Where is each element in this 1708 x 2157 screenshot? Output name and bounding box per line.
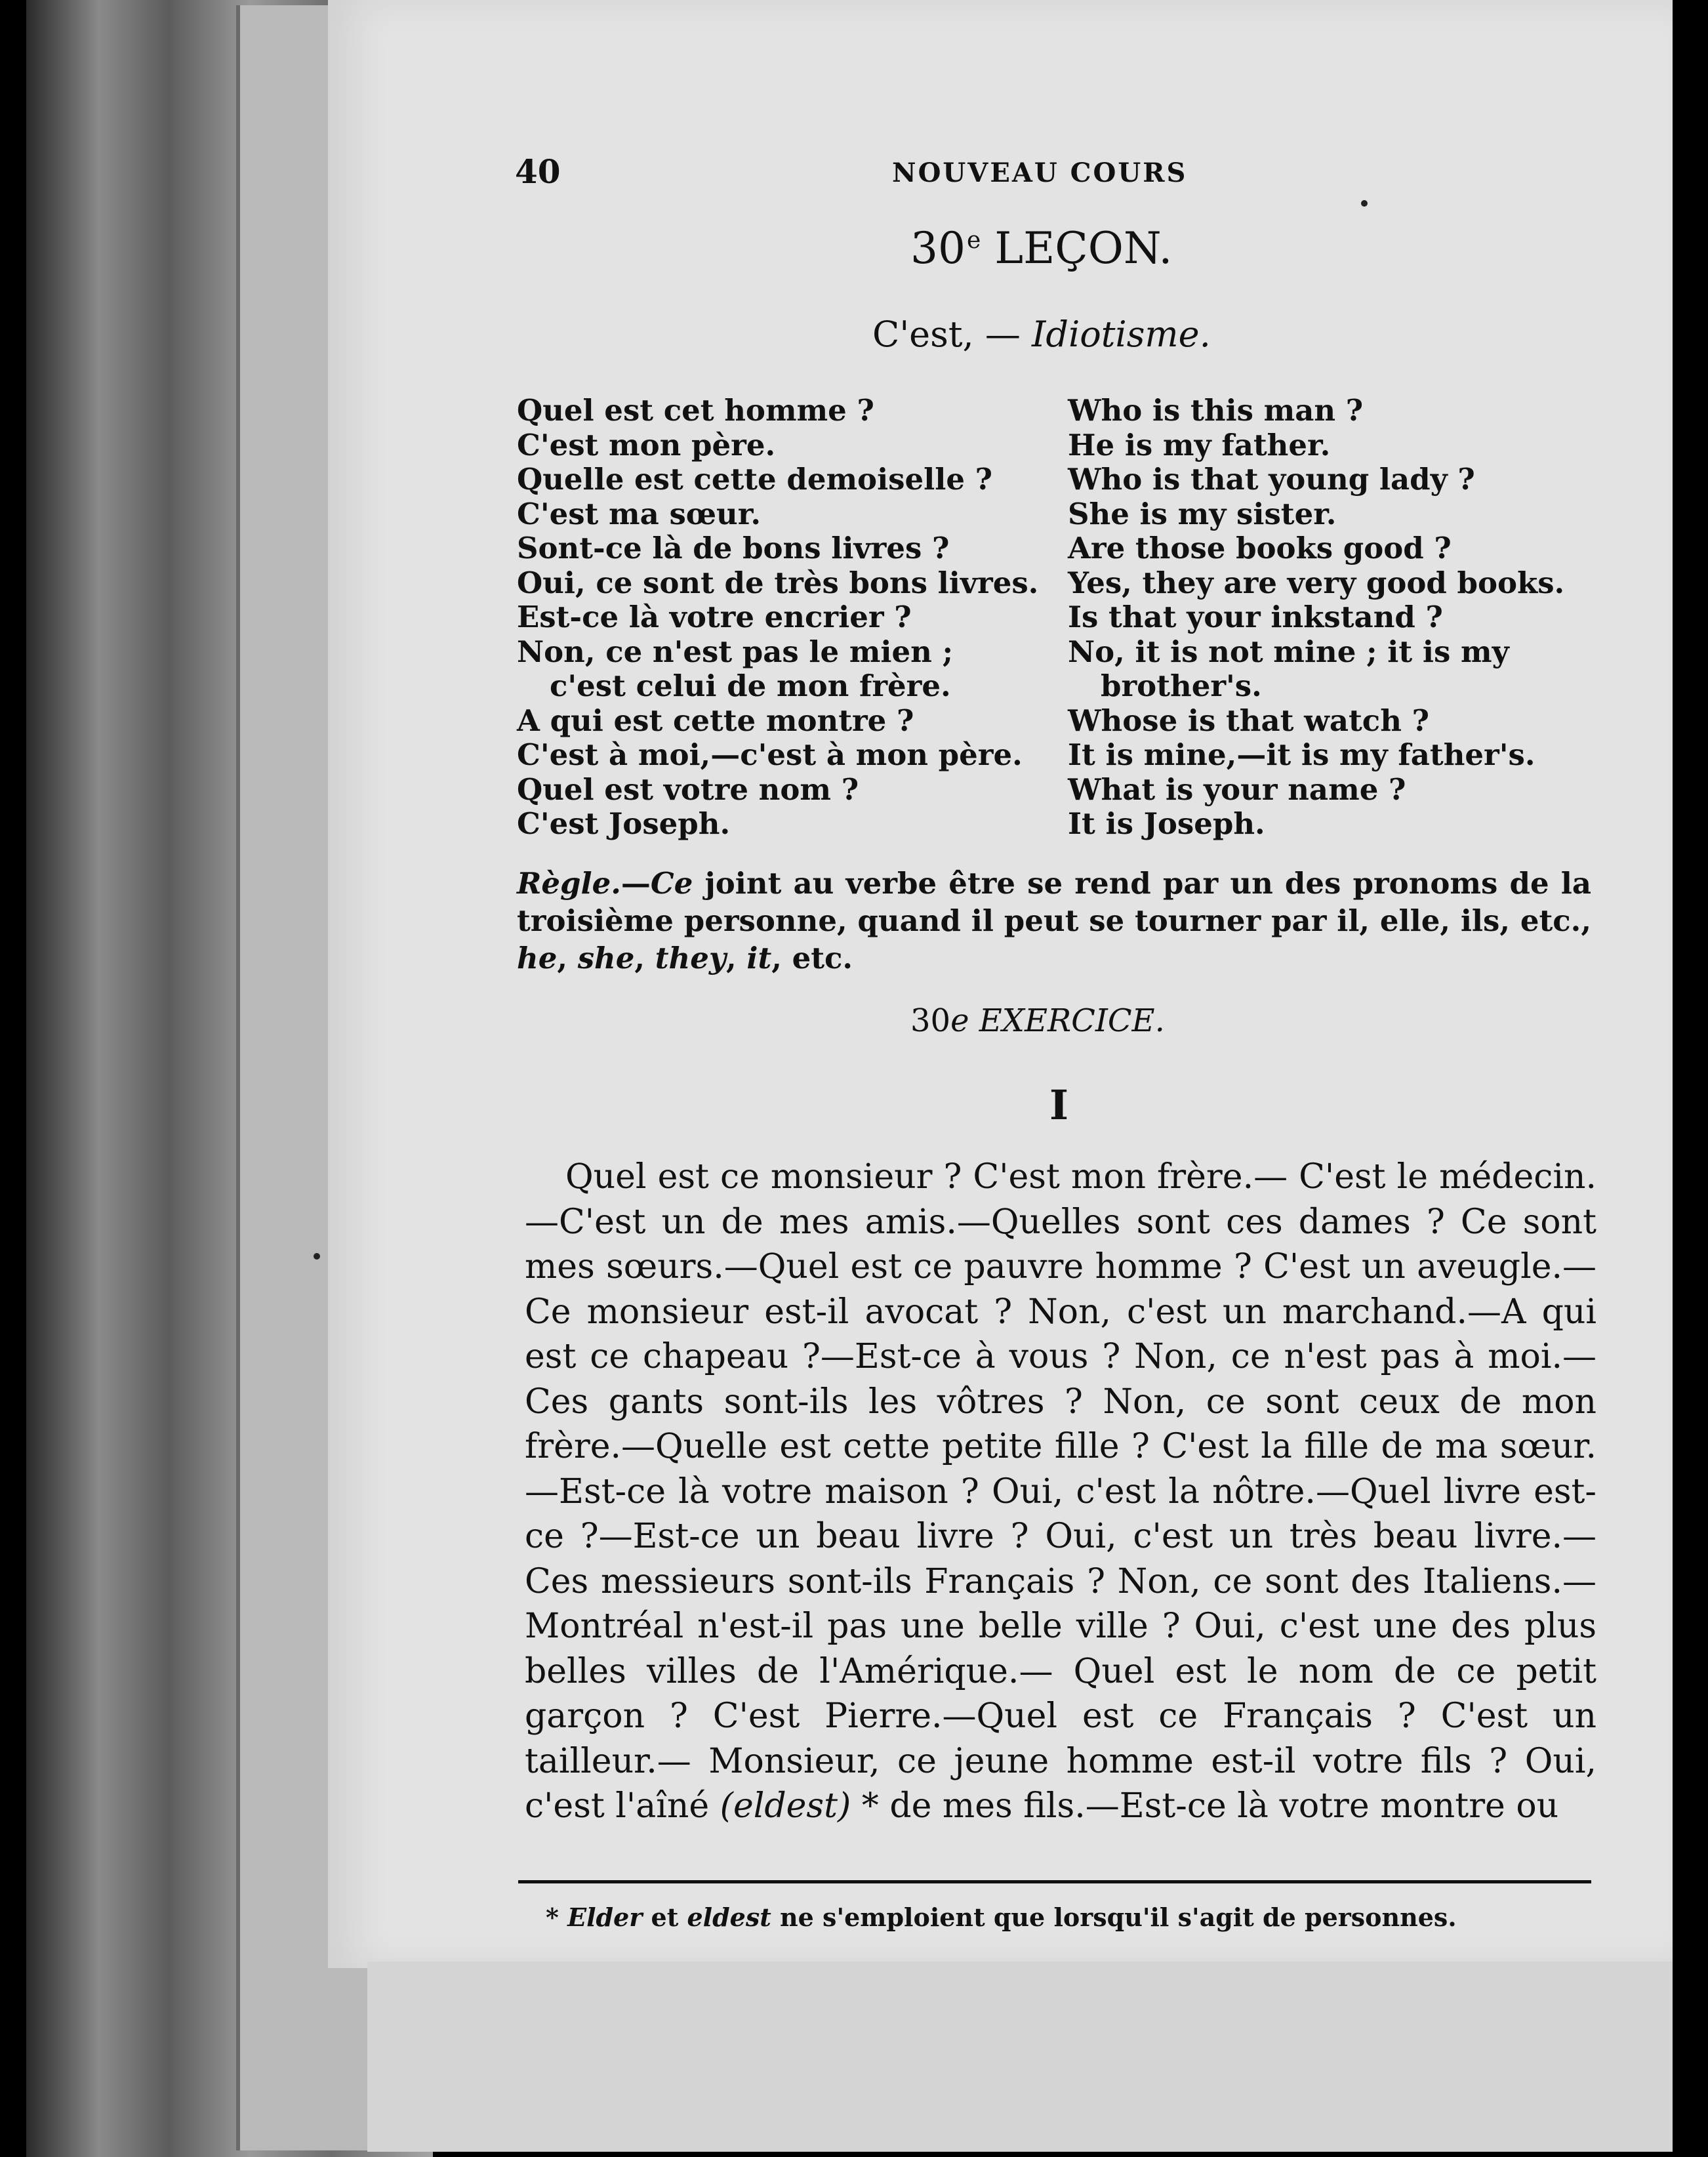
french-phrase: Non, ce n'est pas le mien ; <box>517 634 954 669</box>
rule-text: joint au verbe être se rend par un des pronoms de la troisième personne, quand il peut se tourner par il, elle, ils, etc., <box>517 866 1591 938</box>
rule-it: it <box>746 941 772 976</box>
rule-separator: , <box>557 941 578 976</box>
english-phrase: Are those books good ? <box>1068 531 1452 565</box>
english-phrase: What is your name ? <box>1068 771 1406 807</box>
french-phrase: Sont-ce là de bons livres ? <box>517 531 950 565</box>
subtitle-prefix: C'est, — <box>872 314 1021 355</box>
footnote-marker: * <box>546 1902 559 1932</box>
footnote-term-eldest: eldest <box>687 1902 771 1932</box>
french-phrase: Quel est cet homme ? <box>517 393 874 428</box>
rule-label: Règle. <box>517 866 621 901</box>
english-phrase: Whose is that watch ? <box>1068 703 1429 738</box>
rule-dash: — <box>620 866 651 901</box>
english-phrase: Yes, they are very good books. <box>1068 565 1565 600</box>
rule-separator: , <box>726 941 747 976</box>
english-phrase: It is Joseph. <box>1068 806 1265 841</box>
grammar-rule <box>517 865 1591 977</box>
lesson-number-suffix: e <box>966 227 981 254</box>
rule-ce: Ce <box>650 866 693 901</box>
english-phrase: It is mine,—it is my father's. <box>1068 737 1535 772</box>
exercise-title-word: EXERCICE. <box>979 1002 1165 1039</box>
french-phrases-column <box>517 394 1055 842</box>
exercise-number: 30 <box>910 1002 951 1039</box>
footnote-divider <box>518 1880 1591 1883</box>
english-phrases-column <box>1068 394 1593 842</box>
scan-speck <box>1361 200 1368 207</box>
english-phrase: Is that your inkstand ? <box>1068 600 1443 634</box>
footnote-text: ne s'emploient que lorsqu'il s'agit de personnes. <box>771 1902 1457 1932</box>
lesson-title-word: LEÇON. <box>994 223 1173 274</box>
rule-text-end: , etc. <box>771 941 853 976</box>
lesson-number: 30 <box>910 223 966 274</box>
french-phrase: Quelle est cette demoiselle ? <box>517 462 992 497</box>
rule-he: he <box>517 941 558 976</box>
running-head: NOUVEAU COURS <box>892 157 1188 188</box>
rule-they: they <box>655 941 727 976</box>
subtitle-term: Idiotisme. <box>1032 314 1211 355</box>
exercise-title <box>910 1002 1165 1039</box>
french-phrase: c'est celui de mon frère. <box>550 668 951 703</box>
exercise-text-main: Quel est ce monsieur ? C'est mon frère.— C'est le médecin.—C'est un de mes amis.—Quelles sont ces dames ? Ce sont mes sœurs.—Quel est ce pauvre homme ? C'est un aveugle.—Ce monsieur est-il avocat ? Non, c'est un marchand.—A qui est ce chapeau ?—Est-ce à vous ? Non, ce n'est pas à moi.—Ces gants sont-ils les vôtres ? Non, ce sont ceux de mon frère.—Quelle est cette petite fille ? C'est la fille de ma sœur.—Est-ce là votre maison ? Oui, c'est la nôtre.—Quel livre est-ce ?—Est-ce un beau livre ? Oui, c'est un très beau livre.—Ces messieurs sont-ils Français ? Non, ce sont des Italiens.—Montréal n'est-il pas une belle ville ? Oui, c'est une des plus belles villes de l'Amérique.— Quel est le nom de ce petit garçon ? C'est Pierre.—Quel est ce Français ? C'est un tailleur.— Monsieur, ce jeune homme est-il votre fils ? Oui, c'est l'aîné <box>525 1157 1596 1826</box>
french-phrase: A qui est cette montre ? <box>517 703 914 738</box>
scan-speck <box>314 1253 320 1260</box>
english-phrase: She is my sister. <box>1068 496 1337 531</box>
french-phrase: Est-ce là votre encrier ? <box>517 600 912 634</box>
french-phrase: C'est Joseph. <box>517 806 731 841</box>
french-phrase: C'est ma sœur. <box>517 496 761 531</box>
rule-she: she <box>577 941 635 976</box>
page-number: 40 <box>515 152 561 191</box>
exercise-gloss: (eldest) <box>720 1786 851 1826</box>
french-phrase: Oui, ce sont de très bons livres. <box>517 565 1039 600</box>
footnote-conjunction: et <box>642 1902 687 1932</box>
rule-separator: , <box>634 941 655 976</box>
footnote <box>546 1902 1457 1932</box>
exercise-text <box>525 1155 1596 1829</box>
french-phrase: C'est mon père. <box>517 427 776 462</box>
exercise-number-suffix: e <box>950 1002 969 1039</box>
english-phrase: No, it is not mine ; it is my <box>1068 634 1509 669</box>
footnote-term-elder: Elder <box>567 1902 643 1932</box>
french-phrase: Quel est votre nom ? <box>517 771 859 807</box>
english-phrase: brother's. <box>1101 668 1262 703</box>
english-phrase: He is my father. <box>1068 427 1331 462</box>
lesson-subtitle <box>872 314 1211 355</box>
exercise-text-end: * de mes fils.—Est-ce là votre montre ou <box>851 1786 1559 1826</box>
french-phrase: C'est à moi,—c'est à mon père. <box>517 737 1023 772</box>
english-phrase: Who is this man ? <box>1068 393 1364 428</box>
english-phrase: Who is that young lady ? <box>1068 462 1475 497</box>
lesson-title <box>910 223 1172 274</box>
section-numeral: I <box>1049 1081 1069 1129</box>
